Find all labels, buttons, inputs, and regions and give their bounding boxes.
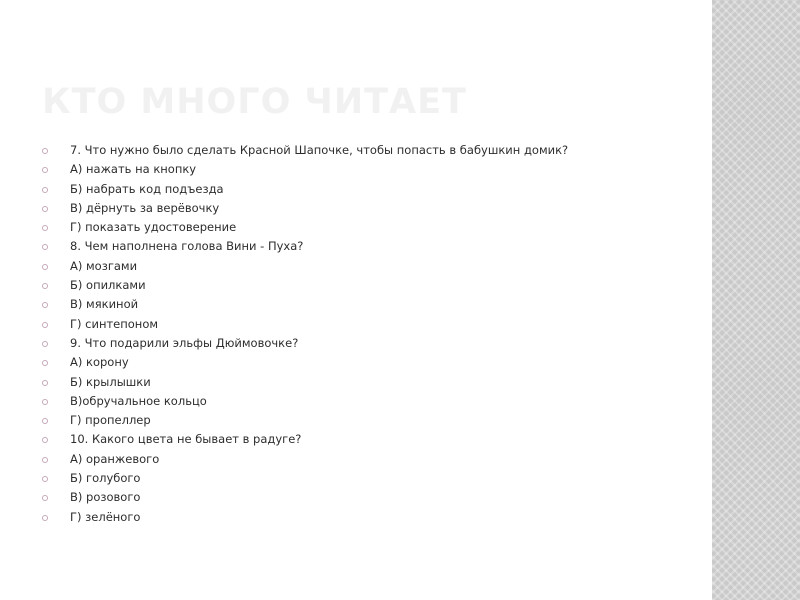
ring-bullet-icon: [42, 495, 48, 501]
bullet-text: Б) опилками: [70, 278, 146, 293]
bullet-text: В) розового: [70, 490, 141, 505]
bullet-text: 9. Что подарили эльфы Дюймовочке?: [70, 335, 299, 350]
bullet-text: А) оранжевого: [70, 451, 160, 466]
ring-bullet-icon: [42, 148, 48, 154]
decorative-side-band: [712, 0, 800, 600]
ring-bullet-icon: [42, 341, 48, 347]
bullet-text: В)обручальное кольцо: [70, 393, 207, 408]
ring-bullet-icon: [42, 302, 48, 308]
ring-bullet-icon: [42, 457, 48, 463]
ring-bullet-icon: [42, 322, 48, 328]
bullet-text: Г) показать удостоверение: [70, 220, 237, 235]
ring-bullet-icon: [42, 437, 48, 443]
ring-bullet-icon: [42, 380, 48, 386]
bullet-text: В) дёрнуть за верёвочку: [70, 200, 220, 215]
bullet-text: Б) крылышки: [70, 374, 151, 389]
bullet-text: А) корону: [70, 355, 129, 370]
ring-bullet-icon: [42, 206, 48, 212]
ring-bullet-icon: [42, 167, 48, 173]
slide-title: КТО МНОГО ЧИТАЕТ: [42, 82, 467, 122]
ring-bullet-icon: [42, 283, 48, 289]
ring-bullet-icon: [42, 399, 48, 405]
ring-bullet-icon: [42, 476, 48, 482]
bullet-text: А) мозгами: [70, 258, 138, 273]
bullet-text: Г) пропеллер: [70, 413, 151, 428]
ring-bullet-icon: [42, 264, 48, 270]
bullet-text: Б) голубого: [70, 471, 141, 486]
bullet-text: В) мякиной: [70, 297, 139, 312]
ring-bullet-icon: [42, 360, 48, 366]
ring-bullet-icon: [42, 418, 48, 424]
ring-bullet-icon: [42, 187, 48, 193]
bullet-text: 7. Что нужно было сделать Красной Шапочке, чтобы попасть в бабушкин домик?: [70, 143, 569, 157]
ring-bullet-icon: [42, 244, 48, 250]
ring-bullet-icon: [42, 225, 48, 231]
bullet-text: Б) набрать код подъезда: [70, 181, 224, 196]
bullet-text: 10. Какого цвета не бывает в радуге?: [70, 432, 302, 447]
bullet-text: Г) синтепоном: [70, 316, 159, 331]
bullet-text: 8. Чем наполнена голова Вини - Пуха?: [70, 239, 304, 254]
bullet-text: А) нажать на кнопку: [70, 162, 197, 177]
ring-bullet-icon: [42, 515, 48, 521]
bullet-text: Г) зелёного: [70, 509, 141, 524]
